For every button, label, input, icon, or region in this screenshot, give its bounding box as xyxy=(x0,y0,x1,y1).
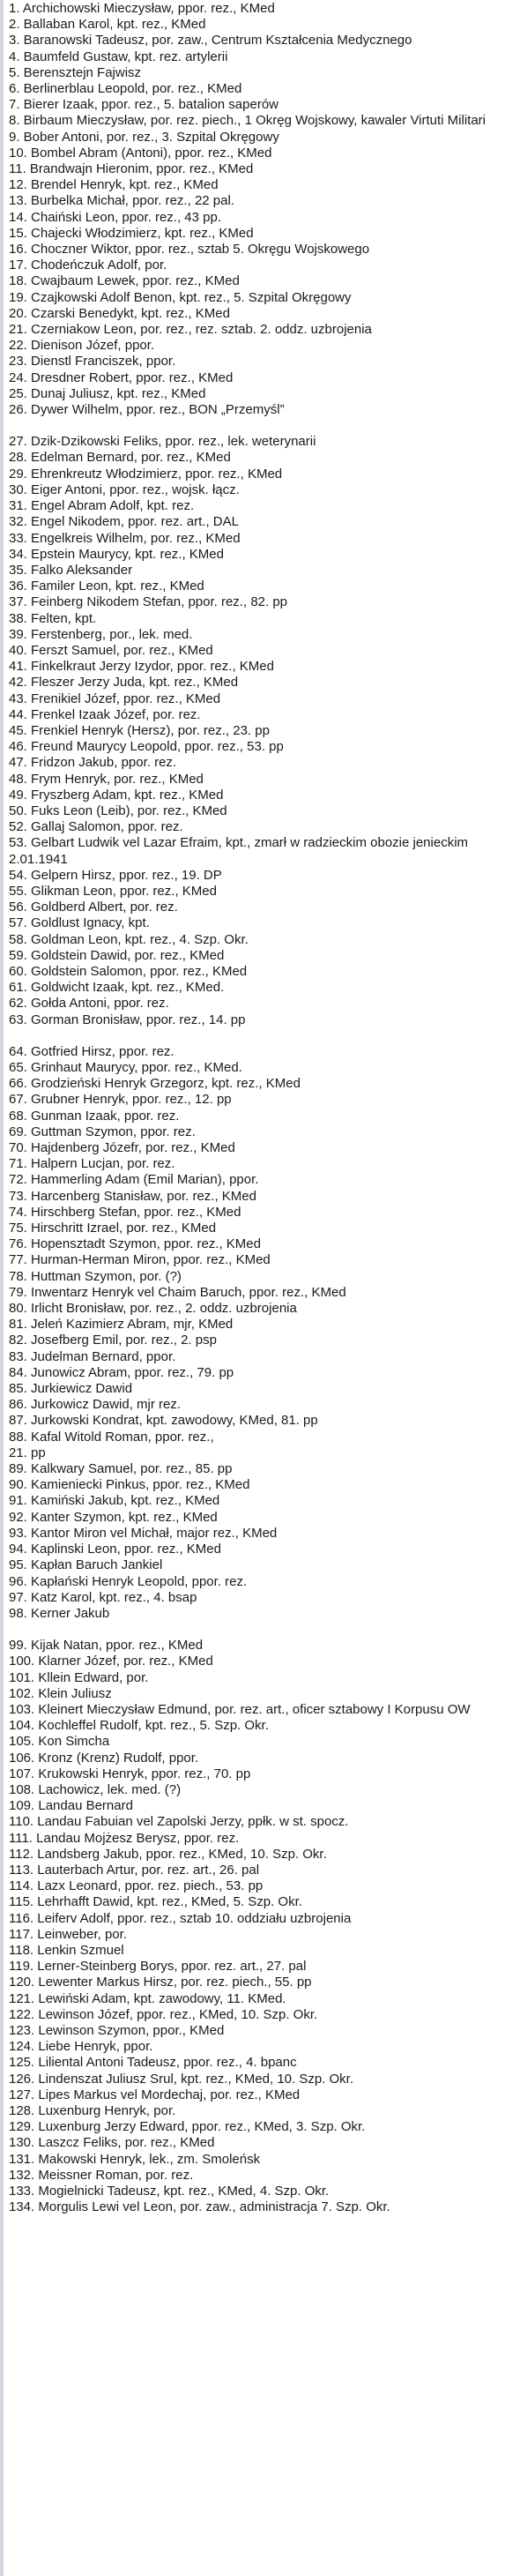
list-item: 20. Czarski Benedykt, kpt. rez., KMed xyxy=(9,305,230,321)
list-item: 82. Josefberg Emil, por. rez., 2. psp xyxy=(9,1333,217,1348)
list-item: 34. Epstein Maurycy, kpt. rez., KMed xyxy=(9,546,224,562)
list-item: 120. Lewenter Markus Hirsz, por. rez. piech., 55. pp xyxy=(9,1975,312,1990)
list-item: 106. Kronz (Krenz) Rudolf, ppor. xyxy=(9,1750,199,1766)
list-item: 61. Goldwicht Izaak, kpt. rez., KMed. xyxy=(9,980,225,996)
list-item: 119. Lerner-Steinberg Borys, ppor. rez. art., 27. pal xyxy=(9,1959,307,1975)
list-item: 43. Frenikiel Józef, ppor. rez., KMed xyxy=(9,691,221,706)
list-item: 50. Fuks Leon (Leib), por. rez., KMed xyxy=(9,803,227,818)
list-item: 107. Krukowski Henryk, ppor. rez., 70. pp xyxy=(9,1766,251,1781)
list-item: 89. Kalkwary Samuel, por. rez., 85. pp xyxy=(9,1461,233,1477)
list-item: 75. Hirschritt Izrael, por. rez., KMed xyxy=(9,1221,217,1236)
list-item: 52. Gallaj Salomon, ppor. rez. xyxy=(9,819,183,835)
list-item: 29. Ehrenkreutz Włodzimierz, ppor. rez., KMed xyxy=(9,466,283,482)
officer-list xyxy=(9,1,495,2215)
list-item: 18. Cwajbaum Lewek, ppor. rez., KMed xyxy=(9,273,240,289)
list-block xyxy=(9,1044,495,1622)
list-item: 59. Goldstein Dawid, por. rez., KMed xyxy=(9,947,225,963)
list-item: 21. pp xyxy=(9,1445,46,1460)
list-item: 83. Judelman Bernard, ppor. xyxy=(9,1348,176,1364)
list-item: 132. Meissner Roman, por. rez. xyxy=(9,2167,194,2183)
list-item: 114. Lazx Leonard, ppor. rez. piech., 53. pp xyxy=(9,1878,264,1894)
list-item: 130. Laszcz Feliks, por. rez., KMed xyxy=(9,2135,215,2151)
list-item: 117. Leinweber, por. xyxy=(9,1926,127,1942)
list-item: 121. Lewiński Adam, kpt. zawodowy, 11. KMed. xyxy=(9,1990,286,2006)
list-item: 33. Engelkreis Wilhelm, por. rez., KMed xyxy=(9,530,241,546)
list-item: 48. Frym Henryk, por. rez., KMed xyxy=(9,771,204,787)
list-item: 12. Brendel Henryk, kpt. rez., KMed xyxy=(9,177,219,193)
list-item: 63. Gorman Bronisław, ppor. rez., 14. pp xyxy=(9,1012,246,1027)
list-item: 72. Hammerling Adam (Emil Marian), ppor. xyxy=(9,1172,259,1188)
list-item: 6. Berlinerblau Leopold, por. rez., KMed xyxy=(9,81,242,97)
list-item: 93. Kantor Miron vel Michał, major rez., KMed xyxy=(9,1525,278,1541)
list-item: 17. Chodeńczuk Adolf, por. xyxy=(9,258,167,273)
list-item: 109. Landau Bernard xyxy=(9,1798,133,1814)
list-item: 79. Inwentarz Henryk vel Chaim Baruch, ppor. rez., KMed xyxy=(9,1284,346,1300)
list-item: 124. Liebe Henryk, ppor. xyxy=(9,2039,153,2055)
list-item: 39. Ferstenberg, por., lek. med. xyxy=(9,626,193,642)
list-item: 53. Gelbart Ludwik vel Lazar Efraim, kpt., zmarł w radzieckim obozie jenieckim 2.01.1941 xyxy=(9,835,469,867)
list-item: 60. Goldstein Salomon, ppor. rez., KMed xyxy=(9,963,248,979)
list-item: 96. Kapłański Henryk Leopold, ppor. rez. xyxy=(9,1573,248,1589)
list-item: 78. Huttman Szymon, por. (?) xyxy=(9,1268,182,1284)
list-item: 115. Lehrhafft Dawid, kpt. rez., KMed, 5. Szp. Okr. xyxy=(9,1894,302,1910)
list-item: 88. Kafal Witold Roman, ppor. rez., xyxy=(9,1429,214,1445)
list-item: 65. Grinhaut Maurycy, ppor. rez., KMed. xyxy=(9,1060,242,1075)
list-item: 15. Chajecki Włodzimierz, kpt. rez., KMed xyxy=(9,225,254,241)
list-item: 31. Engel Abram Adolf, kpt. rez. xyxy=(9,498,195,514)
list-item: 68. Gunman Izaak, ppor. rez. xyxy=(9,1108,180,1124)
list-item: 76. Hopensztadt Szymon, ppor. rez., KMed xyxy=(9,1236,261,1252)
list-item: 97. Katz Karol, kpt. rez., 4. bsap xyxy=(9,1589,197,1605)
list-item: 112. Landsberg Jakub, ppor. rez., KMed, 10. Szp. Okr. xyxy=(9,1846,327,1862)
left-border xyxy=(0,0,4,2576)
list-item: 8. Birbaum Mieczysław, por. rez. piech., 1 Okręg Wojskowy, kawaler Virtuti Militari xyxy=(9,113,486,129)
list-item: 5. Berensztejn Fajwisz xyxy=(9,64,142,80)
list-item: 40. Ferszt Samuel, por. rez., KMed xyxy=(9,642,213,658)
list-item: 77. Hurman-Herman Miron, ppor. rez., KMed xyxy=(9,1252,271,1268)
list-item: 67. Grubner Henryk, ppor. rez., 12. pp xyxy=(9,1092,232,1108)
list-item: 41. Finkelkraut Jerzy Izydor, ppor. rez., KMed xyxy=(9,659,274,675)
list-item: 13. Burbelka Michał, ppor. rez., 22 pal. xyxy=(9,193,234,209)
list-item: 111. Landau Mojżesz Berysz, ppor. rez. xyxy=(9,1830,240,1846)
list-item: 58. Goldman Leon, kpt. rez., 4. Szp. Okr. xyxy=(9,931,249,947)
list-item: 64. Gotfried Hirsz, ppor. rez. xyxy=(9,1043,175,1059)
list-item: 110. Landau Fabuian vel Zapolski Jerzy, ppłk. w st. spocz. xyxy=(9,1814,349,1830)
list-item: 71. Halpern Lucjan, por. rez. xyxy=(9,1156,175,1172)
list-item: 104. Kochleffel Rudolf, kpt. rez., 5. Szp. Okr. xyxy=(9,1718,269,1734)
list-item: 91. Kamiński Jakub, kpt. rez., KMed xyxy=(9,1493,220,1509)
list-item: 66. Grodzieński Henryk Grzegorz, kpt. rez., KMed xyxy=(9,1076,301,1092)
list-item: 118. Lenkin Szmuel xyxy=(9,1942,124,1958)
list-item: 45. Frenkiel Henryk (Hersz), por. rez., 23. pp xyxy=(9,722,270,738)
list-item: 98. Kerner Jakub xyxy=(9,1605,110,1621)
list-item: 102. Klein Juliusz xyxy=(9,1685,112,1701)
list-item: 99. Kijak Natan, ppor. rez., KMed xyxy=(9,1638,204,1654)
list-item: 21. Czerniakow Leon, por. rez., rez. sztab. 2. oddz. uzbrojenia xyxy=(9,322,372,338)
list-item: 19. Czajkowski Adolf Benon, kpt. rez., 5. Szpital Okręgowy xyxy=(9,289,352,305)
list-block xyxy=(9,1638,495,2215)
list-item: 129. Luxenburg Jerzy Edward, ppor. rez., KMed, 3. Szp. Okr. xyxy=(9,2119,366,2135)
list-item: 125. Liliental Antoni Tadeusz, ppor. rez., 4. bpanc xyxy=(9,2055,297,2071)
list-block xyxy=(9,434,495,1028)
list-block xyxy=(9,1,495,418)
list-item: 81. Jeleń Kazimierz Abram, mjr, KMed xyxy=(9,1317,234,1333)
list-item: 16. Choczner Wiktor, ppor. rez., sztab 5. Okręgu Wojskowego xyxy=(9,242,370,258)
list-item: 3. Baranowski Tadeusz, por. zaw., Centrum Kształcenia Medycznego xyxy=(9,33,412,49)
list-item: 54. Gelpern Hirsz, ppor. rez., 19. DP xyxy=(9,867,222,883)
list-item: 27. Dzik-Dzikowski Feliks, ppor. rez., lek. weterynarii xyxy=(9,434,316,450)
list-item: 56. Goldberd Albert, por. rez. xyxy=(9,900,178,915)
list-item: 85. Jurkiewicz Dawid xyxy=(9,1381,133,1397)
list-item: 23. Dienstl Franciszek, ppor. xyxy=(9,354,176,370)
list-item: 123. Lewinson Szymon, ppor., KMed xyxy=(9,2022,225,2038)
list-item: 1. Archichowski Mieczysław, ppor. rez., KMed xyxy=(9,1,275,16)
list-item: 69. Guttman Szymon, ppor. rez. xyxy=(9,1124,196,1139)
list-item: 108. Lachowicz, lek. med. (?) xyxy=(9,1781,182,1797)
list-item: 90. Kamieniecki Pinkus, ppor. rez., KMed xyxy=(9,1477,250,1493)
list-item: 9. Bober Antoni, por. rez., 3. Szpital Okręgowy xyxy=(9,129,279,145)
list-item: 70. Hajdenberg Józefr, por. rez., KMed xyxy=(9,1140,235,1156)
list-item: 128. Luxenburg Henryk, por. xyxy=(9,2103,176,2118)
list-item: 4. Baumfeld Gustaw, kpt. rez. artylerii xyxy=(9,49,228,64)
list-item: 26. Dywer Wilhelm, ppor. rez., BON „Przemyśl” xyxy=(9,402,285,418)
list-item: 133. Mogielnicki Tadeusz, kpt. rez., KMed, 4. Szp. Okr. xyxy=(9,2184,330,2199)
list-item: 103. Kleinert Mieczysław Edmund, por. rez. art., oficer sztabowy I Korpusu OW xyxy=(9,1701,471,1717)
list-item: 28. Edelman Bernard, por. rez., KMed xyxy=(9,450,231,466)
list-item: 95. Kapłan Baruch Jankiel xyxy=(9,1557,163,1573)
list-item: 86. Jurkowicz Dawid, mjr rez. xyxy=(9,1397,182,1413)
list-item: 105. Kon Simcha xyxy=(9,1734,110,1750)
list-item: 44. Frenkel Izaak Józef, por. rez. xyxy=(9,706,201,722)
list-item: 131. Makowski Henryk, lek., zm. Smoleńsk xyxy=(9,2151,261,2167)
list-item: 62. Gołda Antoni, ppor. rez. xyxy=(9,996,169,1012)
list-item: 36. Familer Leon, kpt. rez., KMed xyxy=(9,579,204,594)
list-item: 35. Falko Aleksander xyxy=(9,562,133,578)
list-item: 80. Irlicht Bronisław, por. rez., 2. oddz. uzbrojenia xyxy=(9,1301,297,1317)
list-item: 57. Goldlust Ignacy, kpt. xyxy=(9,915,150,931)
list-item: 94. Kaplinski Leon, ppor. rez., KMed xyxy=(9,1542,221,1557)
list-item: 2. Ballaban Karol, kpt. rez., KMed xyxy=(9,17,206,33)
list-item: 87. Jurkowski Kondrat, kpt. zawodowy, KMed, 81. pp xyxy=(9,1413,318,1429)
list-item: 7. Bierer Izaak, ppor. rez., 5. batalion saperów xyxy=(9,97,278,113)
list-item: 55. Glikman Leon, ppor. rez., KMed xyxy=(9,883,217,899)
list-item: 122. Lewinson Józef, ppor. rez., KMed, 10. Szp. Okr. xyxy=(9,2006,318,2022)
list-item: 101. Kllein Edward, por. xyxy=(9,1669,149,1685)
list-item: 22. Dienison Józef, ppor. xyxy=(9,338,155,354)
list-item: 42. Fleszer Jerzy Juda, kpt. rez., KMed xyxy=(9,675,239,691)
list-item: 74. Hirschberg Stefan, ppor. rez., KMed xyxy=(9,1204,241,1220)
list-item: 113. Lauterbach Artur, por. rez. art., 26. pal xyxy=(9,1862,260,1878)
list-item: 32. Engel Nikodem, ppor. rez. art., DAL xyxy=(9,514,239,530)
list-item: 92. Kanter Szymon, kpt. rez., KMed xyxy=(9,1509,218,1525)
list-item: 100. Klarner Józef, por. rez., KMed xyxy=(9,1654,213,1669)
list-item: 126. Lindenszat Juliusz Srul, kpt. rez., KMed, 10. Szp. Okr. xyxy=(9,2071,354,2087)
list-item: 73. Harcenberg Stanisław, por. rez., KMed xyxy=(9,1188,256,1204)
list-item: 127. Lipes Markus vel Mordechaj, por. rez., KMed xyxy=(9,2087,301,2102)
list-item: 38. Felten, kpt. xyxy=(9,610,97,626)
list-item: 25. Dunaj Juliusz, kpt. rez., KMed xyxy=(9,385,206,401)
list-item: 46. Freund Maurycy Leopold, ppor. rez., 53. pp xyxy=(9,739,284,755)
list-item: 47. Fridzon Jakub, ppor. rez. xyxy=(9,755,177,771)
list-item: 11. Brandwajn Hieronim, ppor. rez., KMed xyxy=(9,161,254,177)
list-item: 37. Feinberg Nikodem Stefan, ppor. rez., 82. pp xyxy=(9,594,288,610)
list-item: 14. Chaiński Leon, ppor. rez., 43 pp. xyxy=(9,209,221,225)
list-item: 30. Eiger Antoni, ppor. rez., wojsk. łącz. xyxy=(9,482,240,497)
list-item: 49. Fryszberg Adam, kpt. rez., KMed xyxy=(9,787,224,803)
list-item: 116. Leiferv Adolf, ppor. rez., sztab 10. oddziału uzbrojenia xyxy=(9,1910,352,1926)
list-item: 134. Morgulis Lewi vel Leon, por. zaw., administracja 7. Szp. Okr. xyxy=(9,2199,390,2215)
list-item: 10. Bombel Abram (Antoni), ppor. rez., KMed xyxy=(9,145,272,161)
list-item: 24. Dresdner Robert, ppor. rez., KMed xyxy=(9,370,234,385)
list-item: 84. Junowicz Abram, ppor. rez., 79. pp xyxy=(9,1364,234,1380)
